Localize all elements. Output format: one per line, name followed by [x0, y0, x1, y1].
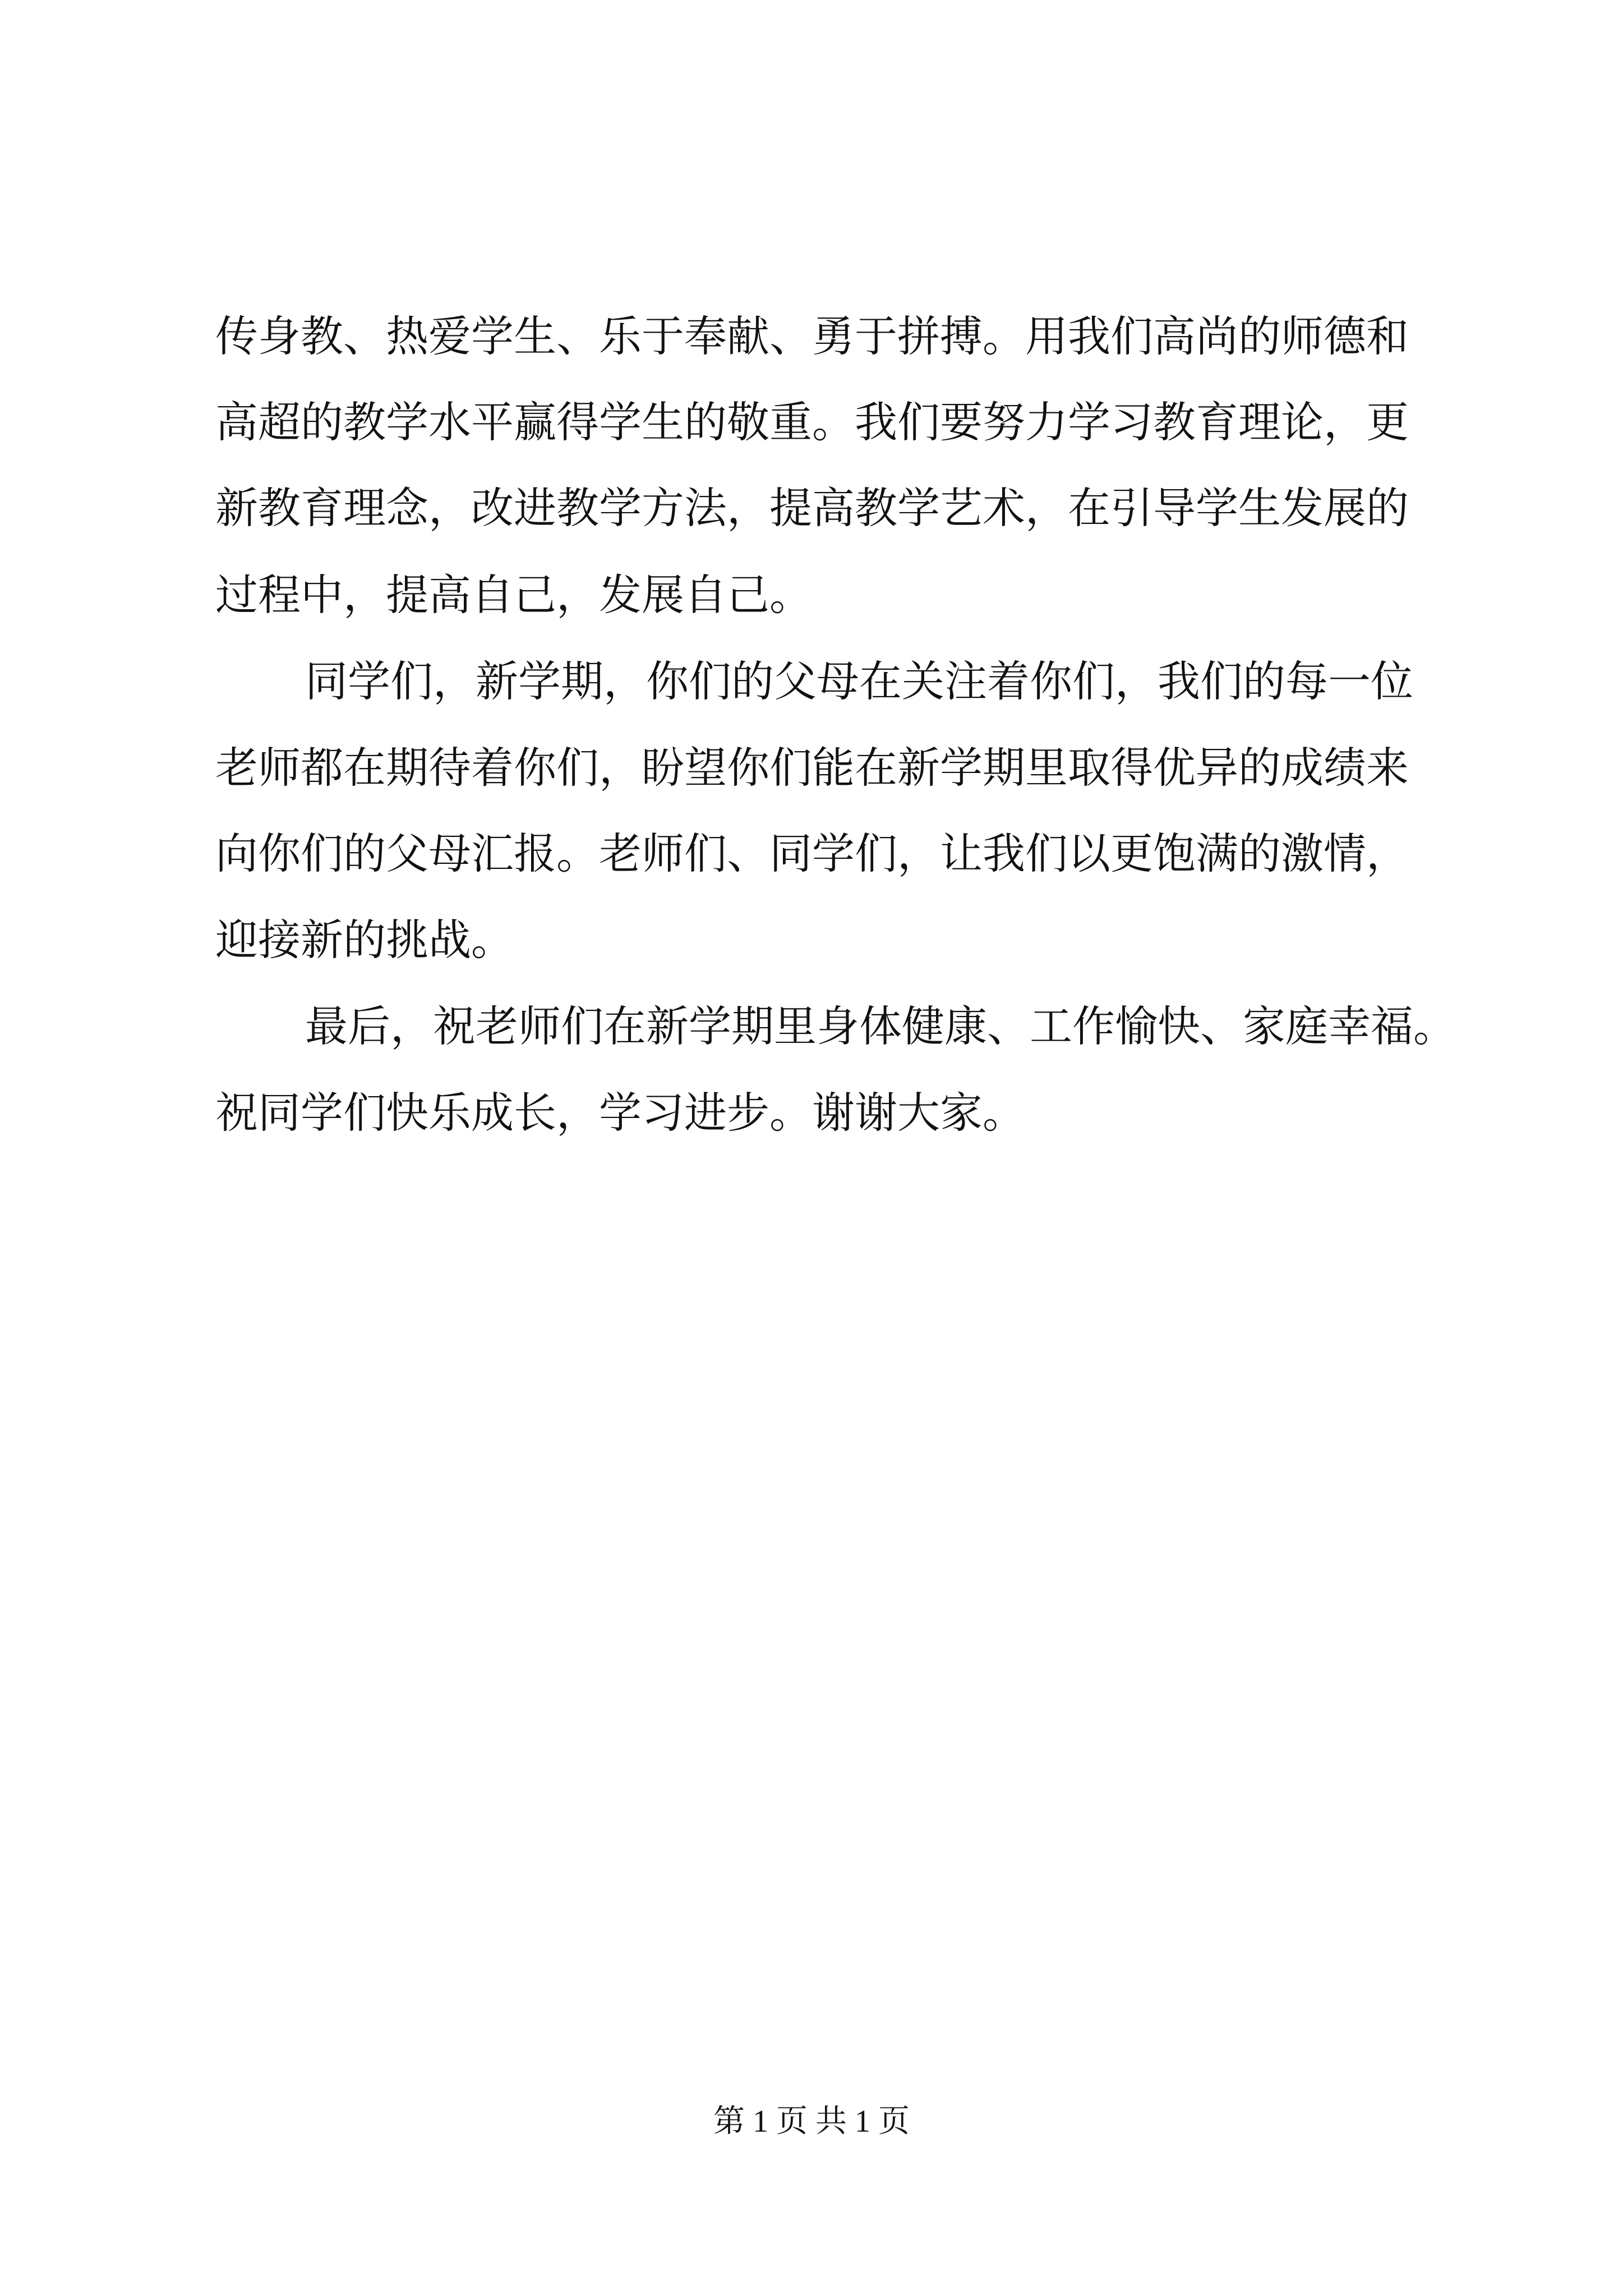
paragraph-line: 向你们的父母汇报。老师们、同学们，让我们以更饱满的激情，	[215, 829, 1409, 878]
paragraph-line: 传身教、热爱学生、乐于奉献、勇于拼搏。用我们高尚的师德和	[215, 311, 1409, 361]
paragraph-line: 老师都在期待着你们，盼望你们能在新学期里取得优异的成绩来	[215, 743, 1409, 793]
paragraph-line: 过程中，提高自己，发展自己。	[215, 570, 812, 620]
paragraph-line: 同学们，新学期，你们的父母在关注着你们，我们的每一位	[305, 656, 1413, 706]
page-number-footer: 第 1 页 共 1 页	[713, 2104, 910, 2139]
paragraph-line: 迎接新的挑战。	[215, 915, 514, 965]
paragraph-line: 祝同学们快乐成长，学习进步。谢谢大家。	[215, 1088, 1025, 1138]
paragraph-line: 新教育理念，改进教学方法，提高教学艺术，在引导学生发展的	[215, 483, 1409, 533]
paragraph-line: 高超的教学水平赢得学生的敬重。我们要努力学习教育理论，更	[215, 397, 1409, 447]
paragraph-line: 最后，祝老师们在新学期里身体健康、工作愉快、家庭幸福。	[305, 1001, 1456, 1051]
